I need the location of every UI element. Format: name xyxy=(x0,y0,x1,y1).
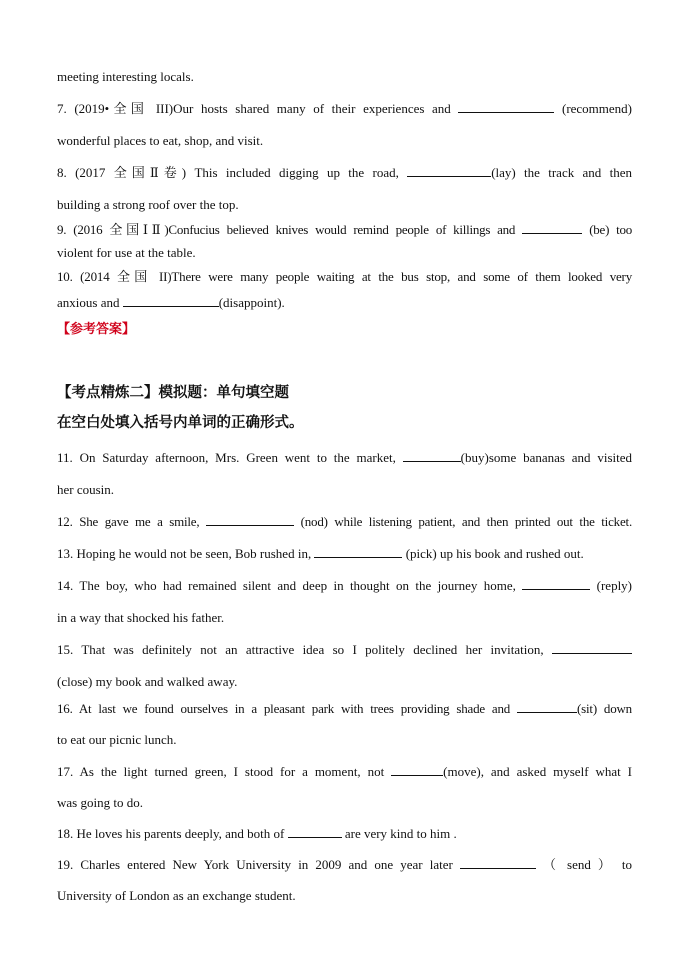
question-16-text: 16. At last we found ourselves in a pleasant park with trees providing shade and xyxy=(57,701,511,716)
answer-blank-12[interactable] xyxy=(206,514,294,526)
question-13-text: 13. Hoping he would not be seen, Bob rushed in, xyxy=(57,546,312,561)
question-10-hint: (disappoint). xyxy=(218,295,285,310)
question-16-hint: (sit) down xyxy=(577,701,632,716)
question-9-hint: (be) too xyxy=(589,222,633,237)
question-12-text: 12. She gave me a smile, xyxy=(57,514,200,529)
question-18-hint: are very kind to him . xyxy=(344,826,457,841)
question-17 xyxy=(57,764,632,780)
answer-blank-18[interactable] xyxy=(288,826,342,838)
answer-blank-17[interactable] xyxy=(391,764,443,776)
question-15 xyxy=(57,642,632,658)
answer-blank-10[interactable] xyxy=(123,295,219,307)
question-12 xyxy=(57,514,632,530)
question-16 xyxy=(57,701,632,717)
section-2-instruction: 在空白处填入括号内单词的正确形式。 xyxy=(57,415,304,431)
question-8-hint: (lay) the track and then xyxy=(491,165,633,180)
question-11-text: 11. On Saturday afternoon, Mrs. Green went to the market, xyxy=(57,450,396,465)
question-13-hint: (pick) up his book and rushed out. xyxy=(405,546,584,561)
question-9 xyxy=(57,222,632,238)
question-13 xyxy=(57,546,622,562)
question-7 xyxy=(57,101,632,117)
question-19-cont: University of London as an exchange student. xyxy=(57,888,296,903)
question-19-text: 19. Charles entered New York University in 2009 and one year later xyxy=(57,857,453,872)
question-11 xyxy=(57,450,632,466)
question-9-cont: violent for use at the table. xyxy=(57,245,196,260)
question-15-cont: (close) my book and walked away. xyxy=(57,674,238,689)
question-8-text: 8. (2017 全国Ⅱ卷) This included digging up the road, xyxy=(57,165,399,180)
question-14-hint: (reply) xyxy=(596,578,633,593)
reference-answer-label: 【参考答案】 xyxy=(57,322,136,337)
question-10-cont xyxy=(57,295,632,311)
question-6-tail: meeting interesting locals. xyxy=(57,69,194,84)
question-10-text: anxious and xyxy=(57,295,120,310)
question-7-text: 7. (2019•全国 III)Our hosts shared many of their experiences and xyxy=(57,101,451,116)
question-7-cont: wonderful places to eat, shop, and visit. xyxy=(57,133,264,148)
answer-blank-16[interactable] xyxy=(517,701,577,713)
question-14-cont: in a way that shocked his father. xyxy=(57,610,225,625)
question-10: 10. (2014 全国 II)There were many people waiting at the bus stop, and some of them looked very xyxy=(57,269,632,284)
question-7-hint: (recommend) xyxy=(561,101,633,116)
answer-blank-8[interactable] xyxy=(407,165,491,177)
answer-blank-19[interactable] xyxy=(460,857,536,869)
question-11-cont: her cousin. xyxy=(57,482,115,497)
question-14 xyxy=(57,578,632,594)
question-9-text: 9. (2016 全国ⅠⅡ)Confucius believed knives would remind people of killings and xyxy=(57,222,516,237)
question-8-cont: building a strong roof over the top. xyxy=(57,197,239,212)
answer-blank-11[interactable] xyxy=(403,450,461,462)
answer-blank-15[interactable] xyxy=(552,642,632,654)
question-17-cont: was going to do. xyxy=(57,795,143,810)
answer-blank-9[interactable] xyxy=(522,222,582,234)
question-8 xyxy=(57,165,632,181)
question-12-hint: (nod) while listening patient, and then printed out the ticket. xyxy=(300,514,632,529)
question-16-cont: to eat our picnic lunch. xyxy=(57,732,177,747)
question-18-text: 18. He loves his parents deeply, and both of xyxy=(57,826,285,841)
question-17-hint: (move), and asked myself what I xyxy=(443,764,632,779)
answer-blank-14[interactable] xyxy=(522,578,590,590)
question-17-text: 17. As the light turned green, I stood for a moment, not xyxy=(57,764,385,779)
question-18 xyxy=(57,826,632,842)
section-2-title: 【考点精炼二】模拟题：单句填空题 xyxy=(57,385,289,401)
question-14-text: 14. The boy, who had remained silent and deep in thought on the journey home, xyxy=(57,578,516,593)
question-19-hint: （ send ） to xyxy=(543,857,633,872)
question-15-text: 15. That was definitely not an attractive idea so I politely declined her invitation, xyxy=(57,642,544,657)
question-19 xyxy=(57,857,632,873)
answer-blank-13[interactable] xyxy=(314,546,402,558)
question-11-hint: (buy)some bananas and visited xyxy=(460,450,633,465)
answer-blank-7[interactable] xyxy=(458,101,554,113)
